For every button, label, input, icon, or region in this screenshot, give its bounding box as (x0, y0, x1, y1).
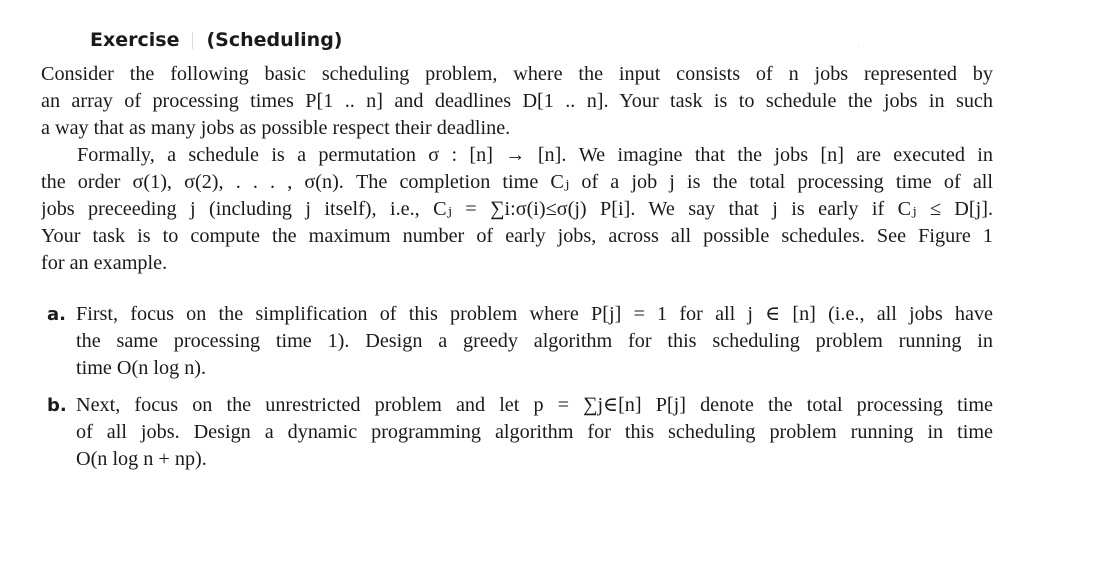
list-line: of all jobs. Design a dynamic programming algorithm for this scheduling problem running in time (76, 421, 993, 443)
paragraph-line: for an example. (41, 252, 168, 274)
exercise-label: Exercise (90, 29, 180, 51)
list-marker: a. (47, 304, 66, 325)
list-marker: b. (47, 395, 67, 416)
paragraph-line: jobs preceeding j (including j itself), i.e., Cⱼ = ∑i:σ(i)≤σ(j) P[i]. We say that j is early if Cⱼ ≤ D[j]. (41, 198, 993, 220)
paragraph-intro (41, 61, 993, 142)
paragraph-line: a way that as many jobs as possible respect their deadline. (41, 117, 511, 139)
paragraph-line: the order σ(1), σ(2), . . . , σ(n). The completion time Cⱼ of a job j is the total processing time of all (41, 171, 993, 193)
paragraph-line: Formally, a schedule is a permutation σ : [n] → [n]. We imagine that the jobs [n] are executed in (77, 144, 993, 166)
paragraph-formal (41, 142, 993, 277)
paragraph-line: an array of processing times P[1 .. n] and deadlines D[1 .. n]. Your task is to schedule the jobs in such (41, 90, 993, 112)
list-line: time O(n log n). (76, 357, 207, 379)
list-line: O(n log n + np). (76, 448, 207, 470)
list-item-b (41, 392, 993, 473)
paragraph-line: Your task is to compute the maximum number of early jobs, across all possible schedules. See Figure 1 (41, 225, 993, 247)
list-line: Next, focus on the unrestricted problem and let p = ∑j∈[n] P[j] denote the total processing time (76, 394, 993, 416)
exercise-title: (Scheduling) (206, 29, 343, 51)
faint-mark (858, 46, 859, 48)
list-item-a (41, 301, 993, 382)
list-line: First, focus on the simplification of this problem where P[j] = 1 for all j ∈ [n] (i.e., all jobs have (76, 303, 993, 325)
paragraph-line: Consider the following basic scheduling problem, where the input consists of n jobs represented by (41, 63, 993, 85)
exercise-header (90, 29, 342, 51)
header-divider (192, 32, 193, 49)
list-line: the same processing time 1). Design a greedy algorithm for this scheduling problem running in (76, 330, 993, 352)
